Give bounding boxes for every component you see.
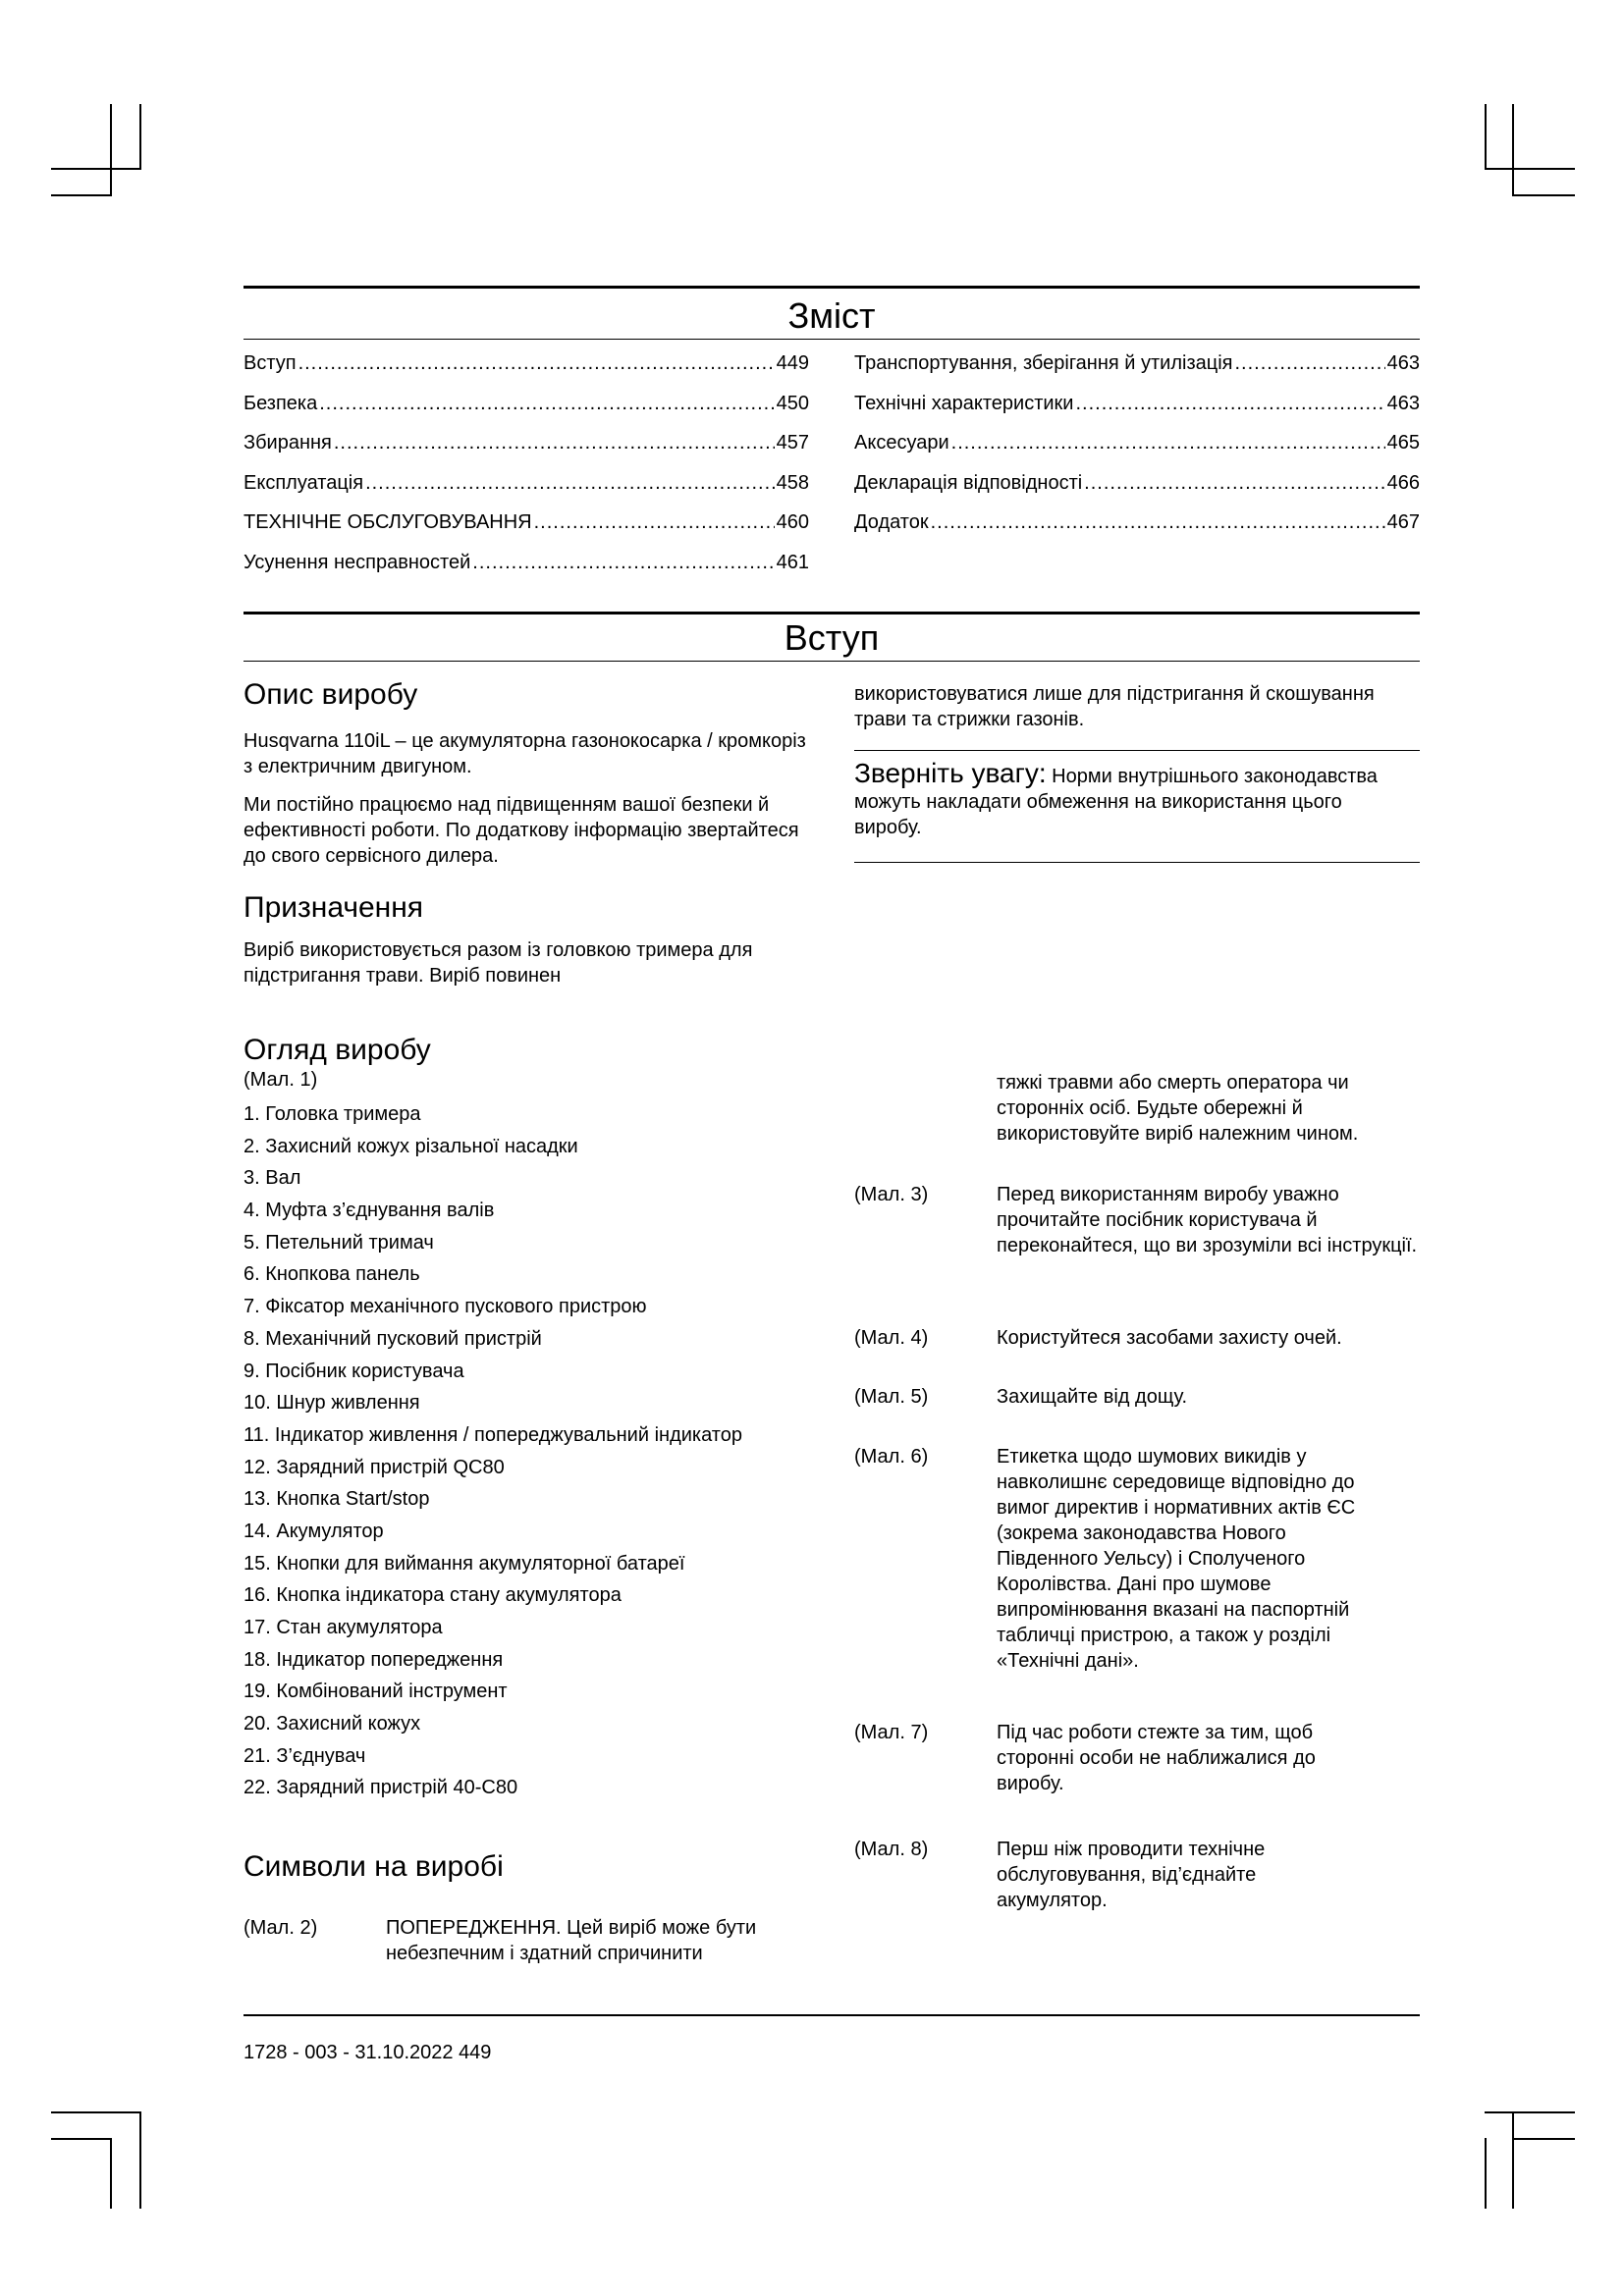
list-item: 21. З’єднувач (244, 1744, 366, 1767)
crop-mark (1485, 168, 1575, 170)
toc-title: Зміст (787, 295, 876, 336)
note-label: Зверніть увагу: (854, 758, 1047, 788)
toc-top-rule (244, 286, 1420, 289)
symbol-ref: (Мал. 5) (854, 1386, 929, 1408)
symbol-text: Етикетка щодо шумових викидів у навколишнє середовище відповідно до вимог директив і нормативних актів ЄС (зокрема законодавства Нового Південного Уельсу) і Сполученого Королівства. Дані про шумове випромінювання вказані на паспортній табличці пристрою, а також у розділі «Технічні дані». (997, 1446, 1356, 1672)
toc-left-column (244, 351, 809, 590)
intro-top-rule (244, 612, 1420, 614)
symbol-row (854, 1444, 1420, 1674)
note-text (854, 758, 1414, 840)
toc-right-column (854, 351, 1420, 551)
purpose-heading: Призначення (244, 891, 424, 924)
crop-mark (1512, 2138, 1575, 2140)
toc-entry[interactable]: ТЕХНІЧНЕ ОБСЛУГОВУВАННЯ ..... 460 (244, 510, 809, 551)
toc-entry[interactable]: Збирання ..... 457 (244, 431, 809, 471)
symbol-row (854, 1720, 1420, 1796)
toc-entry[interactable]: Додаток ..... 467 (854, 510, 1420, 551)
crop-mark (1485, 104, 1487, 169)
list-item: 5. Петельний тримач (244, 1231, 434, 1254)
symbol-text: Під час роботи стежте за тим, щоб сторонні особи не наближалися до виробу. (997, 1722, 1316, 1794)
crop-mark (1485, 2138, 1487, 2209)
description-section (244, 677, 813, 988)
symbols-heading: Символи на виробі (244, 1850, 504, 1883)
crop-mark (51, 2138, 112, 2140)
list-item: 14. Акумулятор (244, 1520, 384, 1542)
toc-entry[interactable]: Аксесуари ..... 465 (854, 431, 1420, 471)
note-top-rule (854, 750, 1420, 751)
list-item: 18. Індикатор попередження (244, 1648, 504, 1671)
note-bottom-rule (854, 862, 1420, 863)
crop-mark (51, 2111, 141, 2113)
symbol-first-continued (997, 1070, 1419, 1147)
list-item: 13. Кнопка Start/stop (244, 1488, 430, 1511)
list-item: 16. Кнопка індикатора стану акумулятора (244, 1584, 622, 1607)
crop-mark (139, 2111, 141, 2209)
list-item: 6. Кнопкова панель (244, 1263, 420, 1286)
crop-mark (110, 104, 112, 196)
crop-mark (51, 194, 112, 196)
list-item: 4. Муфта з’єднування валів (244, 1200, 495, 1222)
page-footer: 1728 - 003 - 31.10.2022 449 (244, 2042, 492, 2063)
symbol-text: Перед використанням виробу уважно прочитайте посібник користувача й переконайтеся, що ви зрозуміли всі інструкції. (997, 1184, 1418, 1256)
symbol-row (854, 1837, 1420, 1913)
note-block (854, 758, 1414, 840)
intro-title: Вступ (784, 617, 880, 658)
list-item: 19. Комбінований інструмент (244, 1681, 508, 1703)
list-item: 8. Механічний пусковий пристрій (244, 1327, 542, 1350)
purpose-p1-cont: використовуватися лише для підстригання й скошування трави та стрижки газонів. (854, 683, 1375, 730)
symbol-ref: (Мал. 2) (244, 1917, 318, 1939)
list-item: 10. Шнур живлення (244, 1392, 420, 1415)
symbol-text: Користуйтеся засобами захисту очей. (997, 1327, 1342, 1349)
symbol-ref: (Мал. 3) (854, 1184, 929, 1205)
description-p2: Ми постійно працюємо над підвищенням вашої безпеки й ефективності роботи. По додаткову інформацію звертайтеся до свого сервісного дилера. (244, 794, 799, 867)
crop-mark (1512, 104, 1514, 196)
crop-mark (1485, 2111, 1575, 2113)
symbol-text-cont: тяжкі травми або смерть оператора чи сторонніх осіб. Будьте обережні й використовуйте виріб належним чином. (997, 1072, 1359, 1145)
description-heading: Опис виробу (244, 678, 418, 711)
description-p1: Husqvarna 110iL – це акумуляторна газонокосарка / кромкоріз з електричним двигуном. (244, 730, 806, 777)
list-item: 22. Зарядний пристрій 40-C80 (244, 1777, 518, 1799)
toc-entry[interactable]: Транспортування, зберігання й утилізація ..... 463 (854, 351, 1420, 392)
symbol-text: Перш ніж проводити технічне обслуговування, від’єднайте акумулятор. (997, 1839, 1266, 1911)
crop-mark (110, 2138, 112, 2209)
list-item: 15. Кнопки для виймання акумуляторної батареї (244, 1552, 685, 1575)
intro-bottom-rule (244, 661, 1420, 662)
crop-mark (139, 104, 141, 169)
symbol-row (854, 1182, 1420, 1258)
overview-fig: (Мал. 1) (244, 1069, 318, 1091)
parts-list (244, 1101, 813, 1800)
list-item: 3. Вал (244, 1167, 301, 1190)
symbol-ref: (Мал. 4) (854, 1327, 929, 1349)
toc-entry[interactable]: Експлуатація ..... 458 (244, 471, 809, 511)
symbol-row (854, 1325, 1420, 1351)
symbol-ref: (Мал. 6) (854, 1446, 929, 1468)
list-item: 7. Фіксатор механічного пускового пристрою (244, 1296, 647, 1318)
list-item: 17. Стан акумулятора (244, 1617, 443, 1638)
toc-entry[interactable]: Безпека ..... 450 (244, 392, 809, 432)
purpose-continued (854, 681, 1420, 732)
symbol-ref: (Мал. 7) (854, 1722, 929, 1743)
purpose-p1: Виріб використовується разом із головкою тримера для підстригання трави. Виріб повинен (244, 939, 753, 987)
list-item: 12. Зарядний пристрій QC80 (244, 1456, 505, 1478)
toc-entry[interactable]: Декларація відповідності ..... 466 (854, 471, 1420, 511)
symbol-text: Захищайте від дощу. (997, 1386, 1188, 1408)
overview-heading: Огляд виробу (244, 1034, 431, 1066)
list-item: 2. Захисний кожух різальної насадки (244, 1135, 578, 1157)
toc-entry[interactable]: Технічні характеристики ..... 463 (854, 392, 1420, 432)
footer-rule (244, 2014, 1420, 2016)
note-body: Норми внутрішнього законодавства можуть накладати обмеження на використання цього виробу. (854, 766, 1378, 838)
crop-mark (1512, 194, 1575, 196)
toc-entry[interactable]: Усунення несправностей ..... 461 (244, 551, 809, 591)
list-item: 9. Посібник користувача (244, 1360, 464, 1382)
toc-entry[interactable]: Вступ ..... 449 (244, 351, 809, 392)
overview-section (244, 1033, 813, 1807)
list-item: 1. Головка тримера (244, 1103, 421, 1125)
symbol-text: ПОПЕРЕДЖЕННЯ. Цей виріб може бути небезпечним і здатний спричинити (386, 1917, 757, 1964)
symbol-ref: (Мал. 8) (854, 1839, 929, 1860)
symbol-row (854, 1384, 1420, 1410)
symbol-row (244, 1915, 813, 1966)
crop-mark (51, 168, 141, 170)
symbols-section (244, 1849, 813, 1885)
toc-bottom-rule (244, 339, 1420, 340)
crop-mark (1512, 2111, 1514, 2209)
list-item: 20. Захисний кожух (244, 1713, 421, 1735)
list-item: 11. Індикатор живлення / попереджувальний індикатор (244, 1423, 742, 1446)
